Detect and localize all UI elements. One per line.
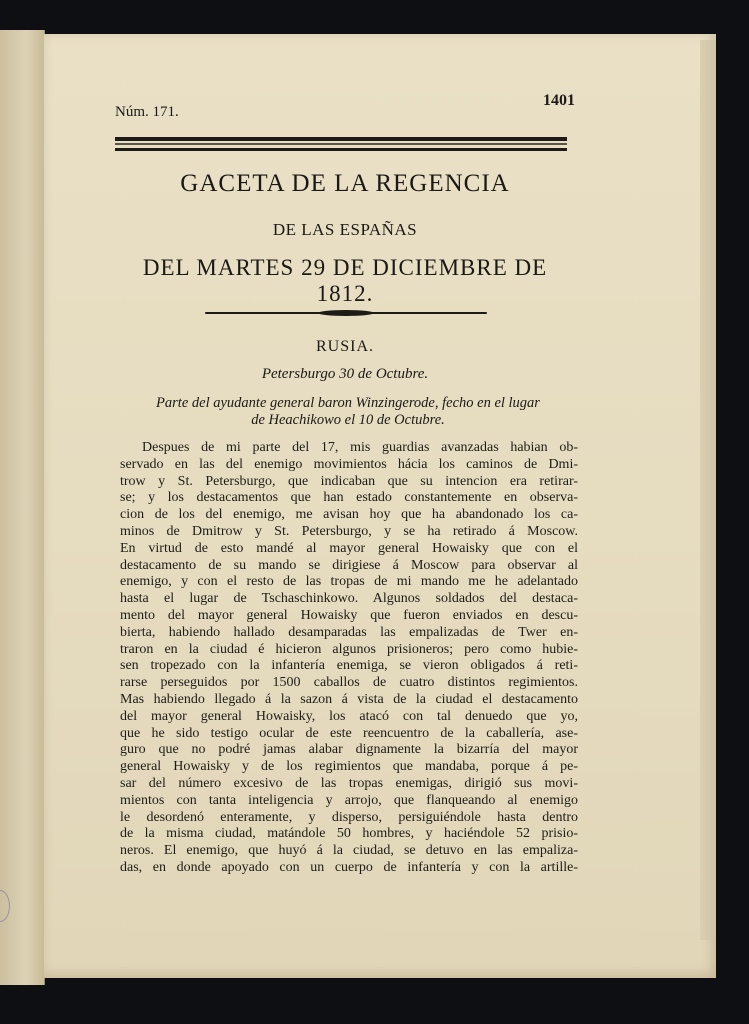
body-text-line: enemigo, y con el resto de las tropas de mi mando me he adelantado — [120, 574, 578, 590]
body-text-line: guro que no podré jamas alabar dignamente la bizarría del mayor — [120, 742, 578, 758]
header-rule — [115, 137, 567, 155]
article-body — [120, 440, 578, 877]
body-text-line: general Howaisky y de los regimientos que mandaba, porque á pe- — [120, 759, 578, 775]
body-text-line: rarse perseguidos por 1500 caballos de cuatro distintos regimientos. — [120, 675, 578, 691]
body-text-line: destacamento de su mando se dirigiese á Moscow para observar al — [120, 557, 578, 573]
library-stamp-fragment — [0, 890, 10, 922]
body-text-line: mento del mayor general Howaisky que fueron enviados en descu- — [120, 607, 578, 623]
body-text-line: sen tropezado con la infantería enemiga, se vieron obligados á reti- — [120, 658, 578, 674]
masthead-title: GACETA DE LA REGENCIA — [180, 170, 510, 197]
masthead-date: DEL MARTES 29 DE DICIEMBRE DE 1812. — [142, 255, 548, 306]
subheading-line: Parte del ayudante general baron Winzingerode, fecho en el lugar — [156, 395, 540, 411]
body-text-line: traron en la ciudad é hicieron algunos prisioneros; pero como hubie- — [120, 641, 578, 657]
adjacent-page-edge — [0, 30, 45, 985]
body-text-line: hasta el lugar de Tschaschinkowo. Algunos soldados del destaca- — [120, 591, 578, 607]
body-text-line: trow y St. Petersburgo, que indicaban que su intencion era retirar- — [120, 473, 578, 489]
body-text-line: das, en donde apoyado con un cuerpo de infantería y con la artille- — [120, 859, 578, 875]
body-text-line: bierta, habiendo hallado desamparadas las empalizadas de Twer en- — [120, 624, 578, 640]
body-text-line: le desordenó enteramente, y disperso, persiguiéndole hasta dentro — [120, 809, 578, 825]
body-text-line: Despues de mi parte del 17, mis guardias avanzadas habian ob- — [142, 440, 578, 455]
body-text-line: de la misma ciudad, matándole 50 hombres, y haciéndole 52 prisio- — [120, 826, 578, 842]
issue-number: Núm. 171. — [115, 104, 179, 120]
body-text-line: del mayor general Howaisky, los atacó con tal denuedo que yo, — [120, 708, 578, 724]
page-fold-shadow — [700, 40, 716, 940]
body-text-line: se; y los destacamentos que han estado constantemente en observa- — [120, 490, 578, 506]
body-text-line: minos de Dmitrow y St. Petersburgo, y se ha retirado á Moscow. — [120, 523, 578, 539]
body-text-line: sar del número excesivo de las tropas enemigas, dirigió sus movi- — [120, 775, 578, 791]
ornamental-rule — [205, 310, 487, 316]
body-text-line: Mas habiendo llegado á la sazon á vista de la ciudad el destacamento — [120, 691, 578, 707]
subheading-line: de Heachikowo el 10 de Octubre. — [251, 412, 445, 428]
masthead-subtitle: DE LAS ESPAÑAS — [272, 220, 418, 239]
body-text-line: neros. El enemigo, que huyó á la ciudad, se detuvo en las empaliza- — [120, 843, 578, 859]
article-dateline: Petersburgo 30 de Octubre. — [261, 366, 429, 382]
article-subheading — [118, 395, 578, 429]
body-text-line: servado en las del enemigo movimientos hácia los caminos de Dmi- — [120, 456, 578, 472]
body-text-line: mientos con tanta inteligencia y arrojo, que flanqueando al enemigo — [120, 792, 578, 808]
body-text-line: En virtud de esto mandé al mayor general Howaisky que con el — [120, 540, 578, 556]
section-heading: RUSIA. — [315, 338, 374, 355]
body-text-line: cion de los del enemigo, me avisan hoy que ha abandonado los ca- — [120, 507, 578, 523]
body-text-line: que he sido testigo ocular de este reencuentro de la caballería, ase- — [120, 725, 578, 741]
page-number: 1401 — [543, 92, 575, 109]
